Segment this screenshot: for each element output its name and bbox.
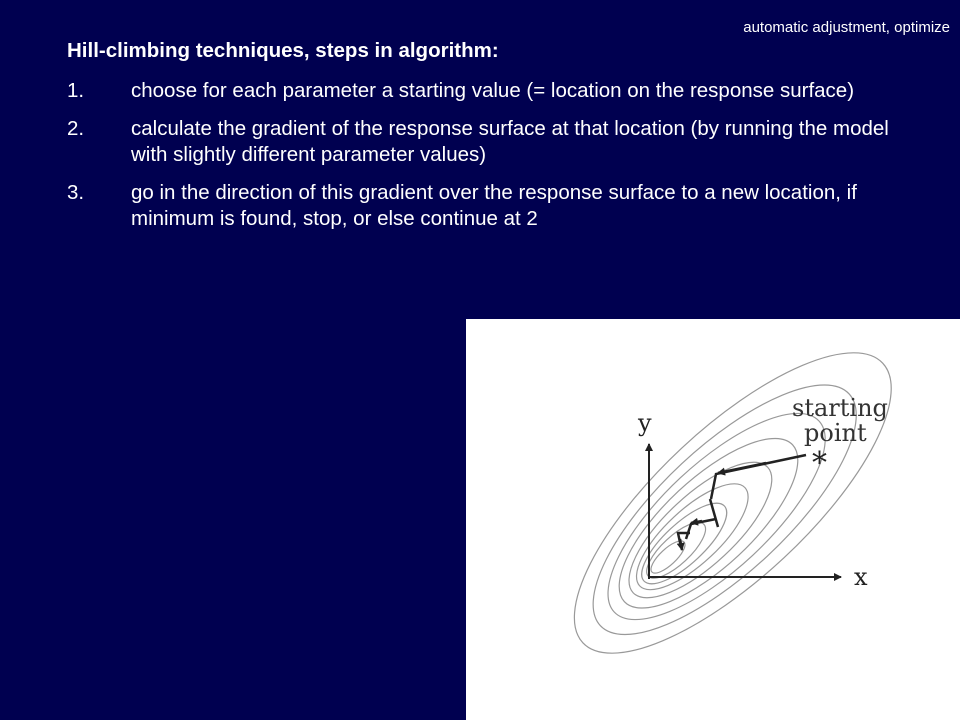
contour-figure — [466, 319, 960, 720]
step-text: calculate the gradient of the response surface at that location (by running the model with slightly different parameter values) — [131, 117, 889, 166]
contour-ellipse — [646, 536, 689, 578]
step-list — [67, 78, 947, 244]
start-label-line2: point — [804, 419, 867, 447]
step-text: choose for each parameter a starting value (= location on the response surface) — [131, 79, 855, 102]
contour-ellipse — [532, 319, 934, 698]
step-item — [67, 116, 947, 168]
step-item — [67, 78, 947, 104]
contour-ellipse — [609, 442, 791, 619]
step-number: 3. — [67, 181, 85, 204]
start-label-line1: starting — [792, 394, 888, 422]
contour-lines — [532, 319, 934, 698]
slide-tag: automatic adjustment, optimize — [743, 19, 950, 36]
step-number: 1. — [67, 79, 85, 102]
slide-heading: Hill-climbing techniques, steps in algorithm: — [67, 39, 499, 62]
step-item — [67, 180, 947, 232]
step-arrow — [718, 463, 766, 473]
contour-ellipse — [630, 491, 738, 595]
y-axis-label: y — [638, 409, 652, 437]
step-number: 2. — [67, 117, 85, 140]
gradient-path — [711, 455, 806, 499]
x-axis-label: x — [854, 563, 868, 591]
start-marker: * — [812, 446, 827, 481]
step-text: go in the direction of this gradient over the response surface to a new location, if minimum is found, stop, or else continue at 2 — [131, 181, 857, 230]
contour-plot-svg — [466, 319, 960, 720]
